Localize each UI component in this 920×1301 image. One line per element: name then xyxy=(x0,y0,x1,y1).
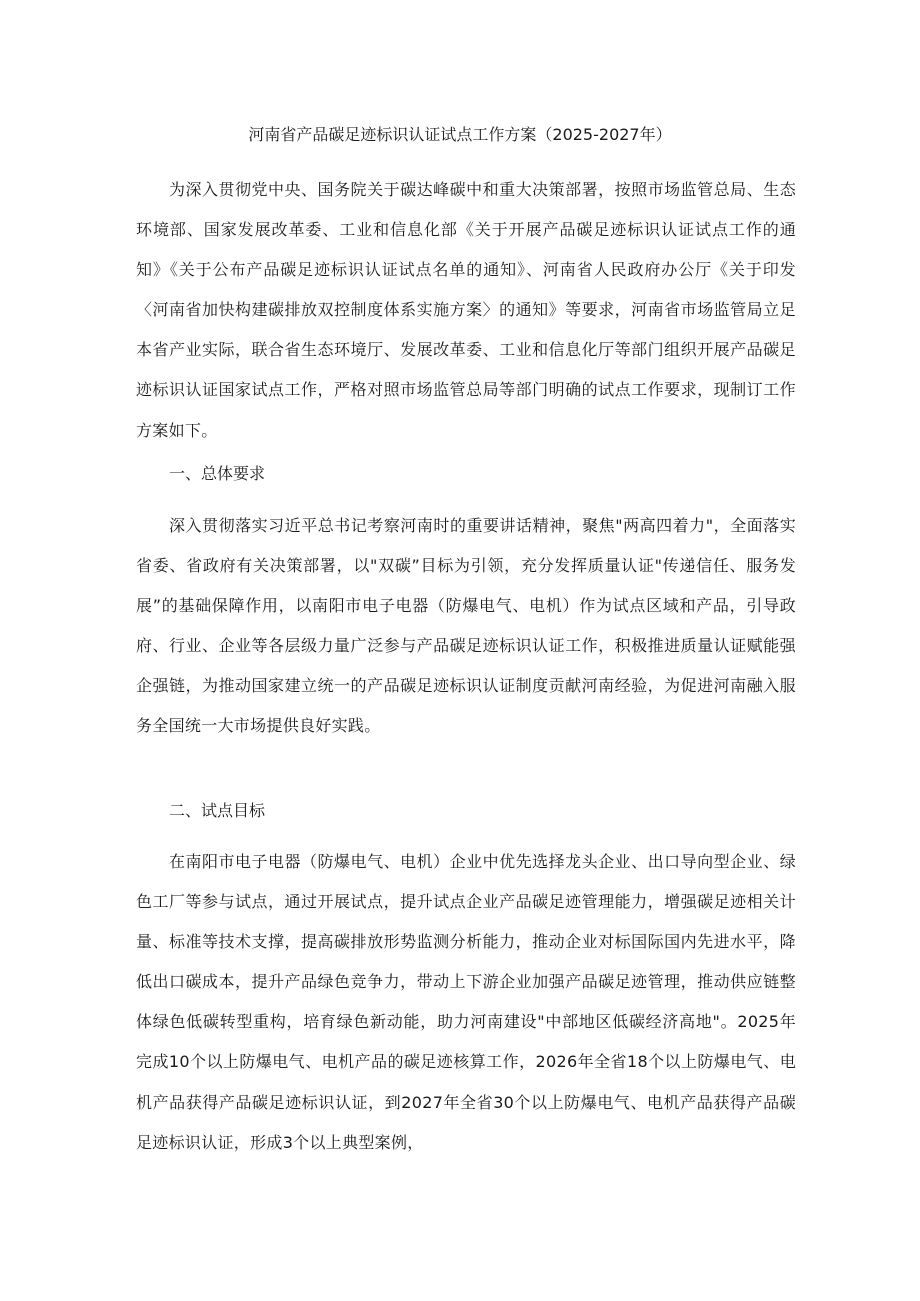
overall-requirements-paragraph: 深入贯彻落实习近平总书记考察河南时的重要讲话精神，聚焦"两高四着力"，全面落实省委、省政府有关决策部署，以"双碳”目标为引领，充分发挥质量认证"传递信任、服务发展”的基础保障作用，以南阳市电子电器（防爆电气、电机）作为试点区域和产品，引导政府、行业、企业等各层级力量广泛参与产品碳足迹标识认证工作，积极推进质量认证赋能强企强链，为推动国家建立统一的产品碳足迹标识认证制度贡献河南经验，为促进河南融入服务全国统一大市场提供良好实践。 xyxy=(136,516,796,736)
document-title: 河南省产品碳足迹标识认证试点工作方案（2025-2027年） xyxy=(248,125,672,144)
intro-paragraph: 为深入贯彻党中央、国务院关于碳达峰碳中和重大决策部署，按照市场监管总局、生态环境部、国家发展改革委、工业和信息化部《关于开展产品碳足迹标识认证试点工作的通知》《关于公布产品碳足迹标识认证试点名单的通知》、河南省人民政府办公厅《关于印发〈河南省加快构建碳排放双控制度体系实施方案〉的通知》等要求，河南省市场监管局立足本省产业实际，联合省生态环境厅、发展改革委、工业和信息化厅等部门组织开展产品碳足迹标识认证国家试点工作，严格对照市场监管总局等部门明确的试点工作要求，现制订工作方案如下。 xyxy=(136,180,796,440)
pilot-goals-paragraph: 在南阳市电子电器（防爆电气、电机）企业中优先选择龙头企业、出口导向型企业、绿色工厂等参与试点，通过开展试点，提升试点企业产品碳足迹管理能力，增强碳足迹相关计量、标准等技术支撑，提高碳排放形势监测分析能力，推动企业对标国际国内先进水平，降低出口碳成本，提升产品绿色竞争力，带动上下游企业加强产品碳足迹管理，推动供应链整体绿色低碳转型重构，培育绿色新动能，助力河南建设"中部地区低碳经济高地"。2025年完成10个以上防爆电气、电机产品的碳足迹核算工作，2026年全省18个以上防爆电气、电机产品获得产品碳足迹标识认证，到2027年全省30个以上防爆电气、电机产品获得产品碳足迹标识认证，形成3个以上典型案例， xyxy=(136,852,796,1152)
section-heading-pilot-goals: 二、试点目标 xyxy=(169,801,266,820)
section-heading-overall-requirements: 一、总体要求 xyxy=(169,464,266,483)
